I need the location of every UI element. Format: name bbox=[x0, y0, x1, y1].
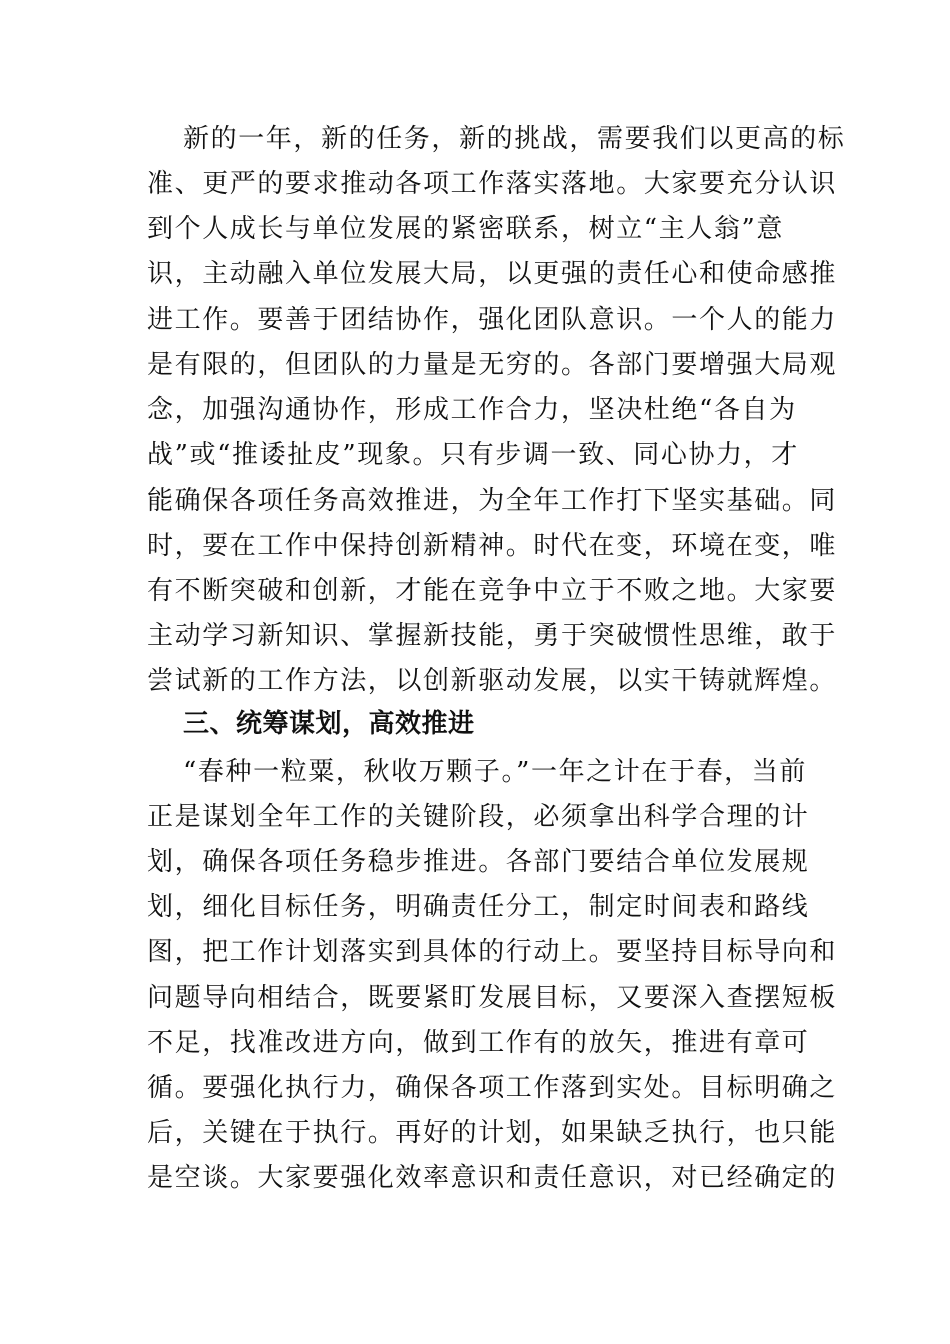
paragraph-line: 图，把工作计划落实到具体的行动上。要坚持目标导向和 bbox=[147, 937, 838, 967]
paragraph-line: 进工作。要善于团结协作，强化团队意识。一个人的能力 bbox=[147, 305, 838, 335]
paragraph-line: 问题导向相结合，既要紧盯发展目标，又要深入查摆短板 bbox=[147, 983, 838, 1013]
paragraph-line: 念，加强沟通协作，形成工作合力，坚决杜绝“各自为 bbox=[147, 395, 797, 425]
paragraph-line: 识，主动融入单位发展大局，以更强的责任心和使命感推 bbox=[147, 259, 838, 289]
paragraph-line: 时，要在工作中保持创新精神。时代在变，环境在变，唯 bbox=[147, 531, 838, 561]
paragraph-line: 划，确保各项任务稳步推进。各部门要结合单位发展规 bbox=[147, 847, 810, 877]
paragraph-line: 新的一年，新的任务，新的挑战，需要我们以更高的标 bbox=[183, 124, 846, 154]
paragraph-line: “春种一粒粟，秋收万颗子。”一年之计在于春，当前 bbox=[183, 757, 807, 787]
paragraph-line: 有不断突破和创新，才能在竞争中立于不败之地。大家要 bbox=[147, 576, 838, 606]
paragraph-line: 是有限的，但团队的力量是无穷的。各部门要增强大局观 bbox=[147, 350, 838, 380]
paragraph-line: 循。要强化执行力，确保各项工作落到实处。目标明确之 bbox=[147, 1073, 838, 1103]
paragraph-line: 后，关键在于执行。再好的计划，如果缺乏执行，也只能 bbox=[147, 1118, 838, 1148]
section-heading: 三、统筹谋划，高效推进 bbox=[183, 709, 475, 739]
paragraph-line: 尝试新的工作方法，以创新驱动发展，以实干铸就辉煌。 bbox=[147, 666, 838, 696]
paragraph-line: 不足，找准改进方向，做到工作有的放矢，推进有章可 bbox=[147, 1028, 810, 1058]
paragraph-line: 能确保各项任务高效推进，为全年工作打下坚实基础。同 bbox=[147, 486, 838, 516]
paragraph-line: 战”或“推诿扯皮”现象。只有步调一致、同心协力，才 bbox=[147, 440, 799, 470]
paragraph-line: 到个人成长与单位发展的紧密联系，树立“主人翁”意 bbox=[147, 214, 784, 244]
paragraph-line: 正是谋划全年工作的关键阶段，必须拿出科学合理的计 bbox=[147, 802, 810, 832]
paragraph-line: 是空谈。大家要强化效率意识和责任意识，对已经确定的 bbox=[147, 1163, 838, 1193]
paragraph-line: 划，细化目标任务，明确责任分工，制定时间表和路线 bbox=[147, 892, 810, 922]
paragraph-line: 准、更严的要求推动各项工作落实落地。大家要充分认识 bbox=[147, 169, 838, 199]
paragraph-line: 主动学习新知识、掌握新技能，勇于突破惯性思维，敢于 bbox=[147, 621, 838, 651]
